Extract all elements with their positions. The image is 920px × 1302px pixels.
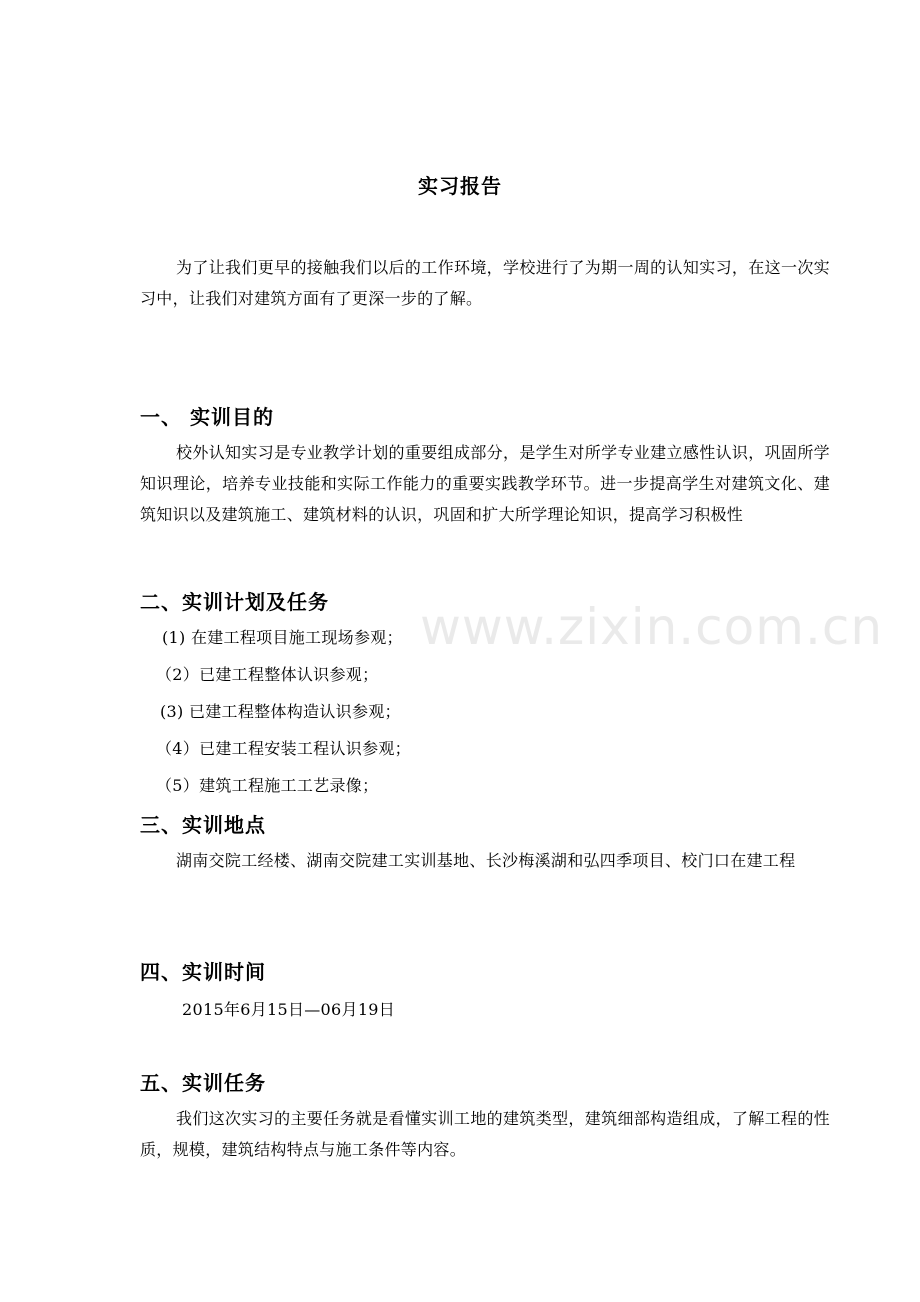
section-5-heading: 五、实训任务	[140, 1071, 266, 1095]
watermark: www.zixin.com.cn	[420, 598, 884, 656]
section-5-body: 我们这次实习的主要任务就是看懂实训工地的建筑类型，建筑细部构造组成，了解工程的性质，规模，建筑结构特点与施工条件等内容。	[140, 1109, 830, 1159]
section-3-heading: 三、实训地点	[140, 813, 266, 837]
plan-list-item-5: （5）建筑工程施工工艺录像；	[156, 776, 379, 795]
section-3-body: 湖南交院工经楼、湖南交院建工实训基地、长沙梅溪湖和弘四季项目、校门口在建工程	[176, 851, 796, 870]
intro-paragraph: 为了让我们更早的接触我们以后的工作环境，学校进行了为期一周的认知实习，在这一次实习中，让我们对建筑方面有了更深一步的了解。	[140, 258, 830, 308]
section-1-heading: 一、 实训目的	[140, 405, 274, 429]
section-1-body: 校外认知实习是专业教学计划的重要组成部分，是学生对所学专业建立感性认识，巩固所学知识理论，培养专业技能和实际工作能力的重要实践教学环节。进一步提高学生对建筑文化、建筑知识以及建筑施工、建筑材料的认识，巩固和扩大所学理论知识，提高学习积极性	[140, 443, 830, 524]
plan-list-item-4: （4）已建工程安装工程认识参观；	[156, 739, 411, 758]
document-title: 实习报告	[418, 174, 502, 198]
plan-list-item-1: (1) 在建工程项目施工现场参观；	[162, 628, 403, 647]
plan-list-item-3: (3) 已建工程整体构造认识参观；	[160, 702, 401, 721]
plan-list-item-2: （2）已建工程整体认识参观；	[156, 665, 379, 684]
section-4-body: 2015年6月15日—06月19日	[182, 1000, 396, 1019]
section-4-heading: 四、实训时间	[140, 960, 266, 984]
section-2-heading: 二、实训计划及任务	[140, 590, 329, 614]
